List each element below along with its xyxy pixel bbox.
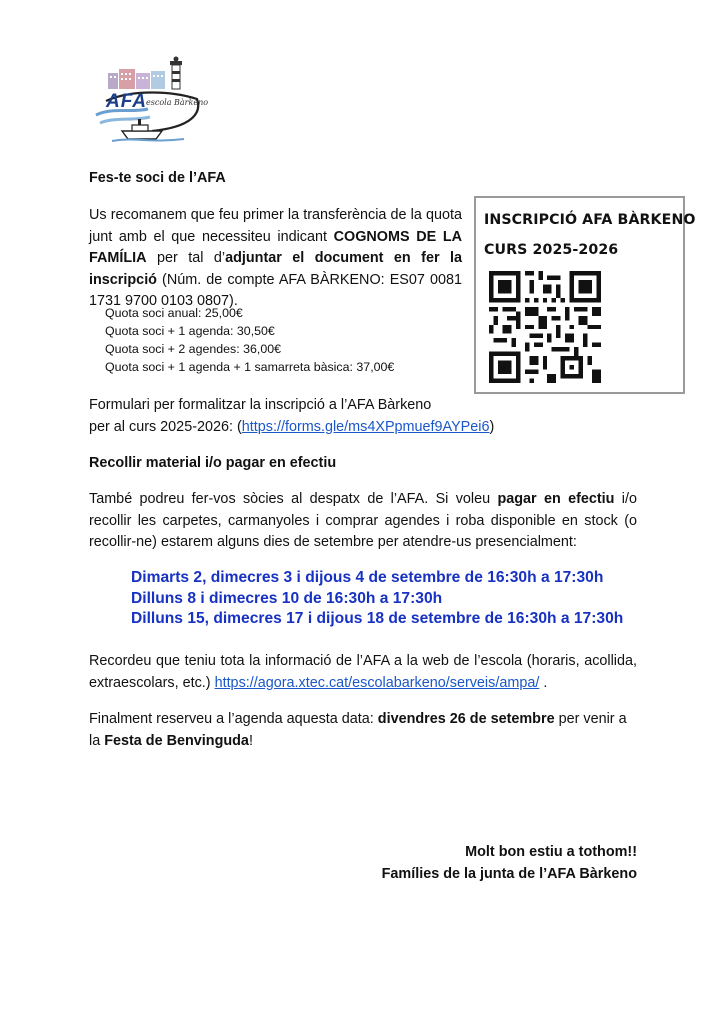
- info-after: .: [539, 674, 548, 691]
- p1-bold-cognoms: COGNOMS DE LA FAMÍLIA: [89, 228, 463, 266]
- logo-afa-text: AFA: [106, 91, 147, 112]
- fees-list: [105, 304, 465, 376]
- form-link[interactable]: https://forms.gle/ms4XPpmuef9AYPei6: [241, 418, 490, 435]
- date-line: Dilluns 15, dimecres 17 i dijous 18 de setembre de 16:30h a 17:30h: [131, 610, 624, 627]
- fee-item: Quota soci + 1 agenda: 30,50€: [105, 324, 275, 338]
- signature-line2: Famílies de la junta de l’AFA Bàrkeno: [381, 865, 637, 882]
- form-line1: Formulari per formalitzar la inscripció a l’AFA Bàrkeno: [89, 397, 432, 413]
- form-paragraph: [89, 395, 649, 438]
- final-bold-festa: Festa de Benvinguda: [104, 732, 249, 749]
- paragraph-festa: [89, 709, 637, 752]
- paragraph-despatx: [89, 489, 637, 554]
- p1-text-c: per tal d’: [146, 250, 226, 266]
- qr-title-line1: INSCRIPCIÓ AFA BÀRKENO: [484, 212, 696, 228]
- dates-list: [131, 568, 691, 630]
- final-text-a: Finalment reserveu a l’agenda aquesta data:: [89, 711, 378, 727]
- info-text: Recordeu que teniu tota la informació de l’AFA a la web de l’escola (horaris, acollida, extraescolars, etc.): [89, 653, 637, 691]
- p2-text-c: i/o recollir les carpetes, carmanyoles i comprar agendes i roba disponible en stock (o recollir-ne) estarem alguns dies de setembre per atendre-us presencialment:: [89, 491, 637, 550]
- heading-fes-te-soci: Fes-te soci de l’AFA: [89, 170, 226, 186]
- p2-bold-efectiu: pagar en efectiu: [497, 491, 615, 507]
- signature-block: [300, 842, 637, 885]
- form-line2-text: per al curs 2025-2026: (: [89, 418, 242, 435]
- heading-recollir-material: Recollir material i/o pagar en efectiu: [89, 455, 337, 471]
- qr-box: [474, 196, 696, 394]
- form-line2-close: ): [489, 418, 495, 435]
- p1-text-a: Us recomanem que feu primer la transferència de la quota junt amb el que necessiteu indicant: [89, 207, 462, 245]
- date-line: Dimarts 2, dimecres 3 i dijous 4 de setembre de 16:30h a 17:30h: [131, 569, 604, 586]
- final-text-e: !: [248, 732, 253, 749]
- fee-item: Quota soci anual: 25,00€: [105, 306, 243, 320]
- paragraph-info-web: [89, 651, 637, 694]
- fee-item: Quota soci + 2 agendes: 36,00€: [105, 342, 282, 356]
- date-line: Dilluns 8 i dimecres 10 de 16:30h a 17:30h: [131, 589, 443, 607]
- final-text-c: per venir a la: [89, 711, 627, 749]
- signature-line1: Molt bon estiu a tothom!!: [465, 844, 637, 860]
- logo-script-text: escola Bàrkeno: [146, 98, 209, 107]
- afa-logo: [92, 55, 207, 145]
- fee-item: Quota soci + 1 agenda + 1 samarreta bàsica: 37,00€: [105, 360, 395, 374]
- school-web-link[interactable]: https://agora.xtec.cat/escolabarkeno/serveis/ampa/: [214, 674, 540, 691]
- qr-title-line2: CURS 2025-2026: [484, 242, 619, 258]
- paragraph-transfer: [89, 205, 462, 313]
- final-bold-date: divendres 26 de setembre: [377, 711, 555, 727]
- p2-text-a: També podreu fer-vos sòcies al despatx de l’AFA. Si voleu: [89, 491, 498, 507]
- qr-code-image[interactable]: [489, 271, 601, 383]
- form-line2: [89, 417, 649, 439]
- p1-text-e: (Núm. de compte AFA BÀRKENO: ES07 0081 1731 9700 0103 0807).: [89, 271, 462, 309]
- p1-bold-adjuntar: adjuntar el document en fer la inscripció: [89, 250, 462, 288]
